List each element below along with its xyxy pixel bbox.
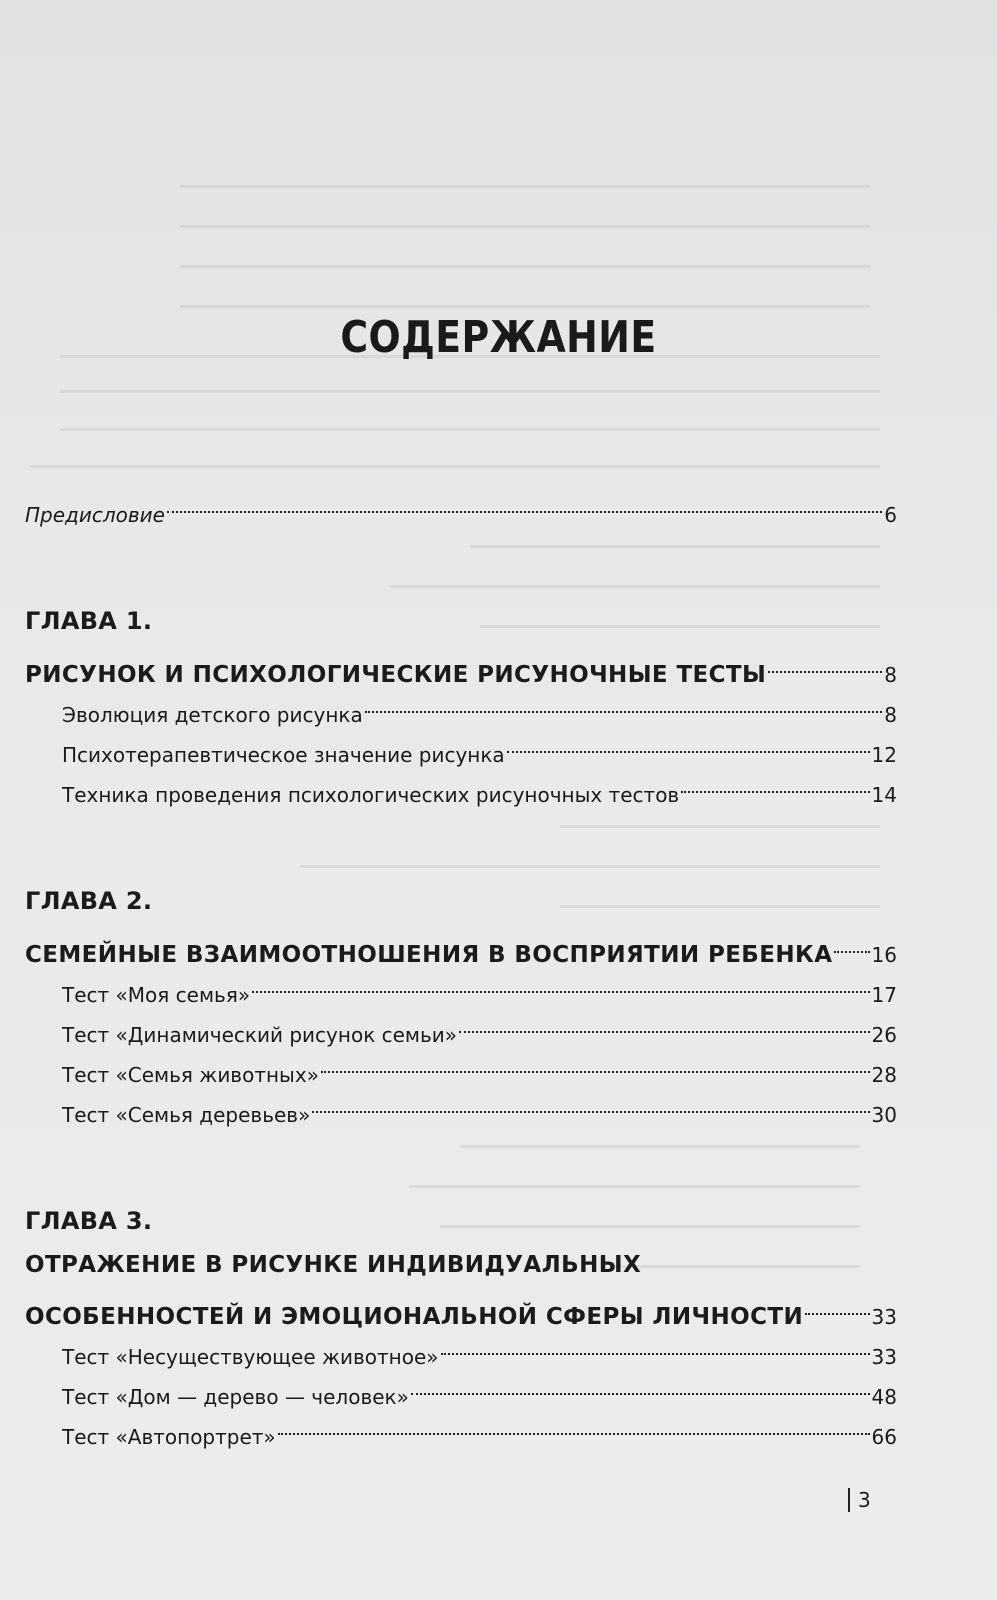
toc-entry[interactable] xyxy=(62,1090,897,1127)
toc-entry-page: 6 xyxy=(884,503,897,527)
chapter-1-heading: ГЛАВА 1. xyxy=(25,607,153,635)
toc-entry-label: Тест «Моя семья» xyxy=(62,983,251,1007)
dot-leader xyxy=(441,1332,870,1364)
toc-entry-label: Психотерапевтическое значение рисунка xyxy=(62,743,505,767)
toc-entry-label: Тест «Несуществующее животное» xyxy=(62,1345,439,1369)
dot-leader xyxy=(312,1090,869,1122)
toc-entry-label: Техника проведения психологических рисуночных тестов xyxy=(62,783,680,807)
toc-entry-page: 48 xyxy=(871,1385,897,1409)
dot-leader xyxy=(768,650,882,682)
toc-entry-label: Тест «Семья деревьев» xyxy=(62,1103,311,1127)
chapter-2-heading: ГЛАВА 2. xyxy=(25,887,153,915)
toc-entry[interactable] xyxy=(62,1412,897,1449)
dot-leader xyxy=(321,1050,870,1082)
toc-entry-page: 33 xyxy=(871,1345,897,1369)
chapter-3-title[interactable] xyxy=(25,1292,897,1330)
toc-entry-preface[interactable] xyxy=(25,490,897,527)
dot-leader xyxy=(459,1010,870,1042)
table-of-contents xyxy=(25,0,897,1600)
toc-entry-page: 16 xyxy=(871,943,897,967)
chapter-title-line: РИСУНОК И ПСИХОЛОГИЧЕСКИЕ РИСУНОЧНЫЕ ТЕСТЫ xyxy=(25,662,767,688)
toc-entry-label: Тест «Семья животных» xyxy=(62,1063,319,1087)
page-title: СОДЕРЖАНИЕ xyxy=(340,312,657,363)
toc-entry-page: 26 xyxy=(871,1023,897,1047)
toc-entry[interactable] xyxy=(62,730,897,767)
chapter-title-line: ОСОБЕННОСТЕЙ И ЭМОЦИОНАЛЬНОЙ СФЕРЫ ЛИЧНОСТИ xyxy=(25,1304,804,1330)
chapter-title-line: СЕМЕЙНЫЕ ВЗАИМООТНОШЕНИЯ В ВОСПРИЯТИИ РЕБЕНКА xyxy=(25,942,833,968)
toc-entry[interactable] xyxy=(62,1050,897,1087)
dot-leader xyxy=(252,970,869,1002)
toc-entry-page: 66 xyxy=(871,1425,897,1449)
toc-entry-page: 8 xyxy=(884,703,897,727)
dot-leader xyxy=(365,690,883,722)
toc-entry-page: 17 xyxy=(871,983,897,1007)
chapter-3-heading: ГЛАВА 3. xyxy=(25,1207,153,1235)
chapter-3-title-line-1: ОТРАЖЕНИЕ В РИСУНКЕ ИНДИВИДУАЛЬНЫХ xyxy=(25,1252,642,1278)
toc-entry-page: 14 xyxy=(871,783,897,807)
dot-leader xyxy=(411,1372,870,1404)
toc-entry[interactable] xyxy=(62,690,897,727)
toc-entry[interactable] xyxy=(62,1332,897,1369)
toc-entry[interactable] xyxy=(62,770,897,807)
toc-entry-page: 28 xyxy=(871,1063,897,1087)
chapter-1-title[interactable] xyxy=(25,650,897,688)
dot-leader xyxy=(507,730,870,762)
dot-leader xyxy=(805,1292,869,1324)
toc-entry-page: 33 xyxy=(871,1305,897,1329)
toc-entry-page: 12 xyxy=(871,743,897,767)
toc-entry-label: Эволюция детского рисунка xyxy=(62,703,363,727)
dot-leader xyxy=(278,1412,870,1444)
page-number-value: 3 xyxy=(858,1488,871,1512)
toc-entry-page: 30 xyxy=(871,1103,897,1127)
toc-entry[interactable] xyxy=(62,1010,897,1047)
toc-entry-label: Предисловие xyxy=(25,503,165,527)
page-number xyxy=(848,1485,871,1515)
folio-divider xyxy=(848,1488,850,1512)
toc-entry-page: 8 xyxy=(884,663,897,687)
dot-leader xyxy=(834,930,869,962)
toc-entry-label: Тест «Динамический рисунок семьи» xyxy=(62,1023,458,1047)
toc-entry[interactable] xyxy=(62,970,897,1007)
dot-leader xyxy=(681,770,869,802)
dot-leader xyxy=(167,490,882,522)
toc-entry-label: Тест «Дом — дерево — человек» xyxy=(62,1385,409,1409)
chapter-2-title[interactable] xyxy=(25,930,897,968)
toc-entry[interactable] xyxy=(62,1372,897,1409)
toc-entry-label: Тест «Автопортрет» xyxy=(62,1425,276,1449)
